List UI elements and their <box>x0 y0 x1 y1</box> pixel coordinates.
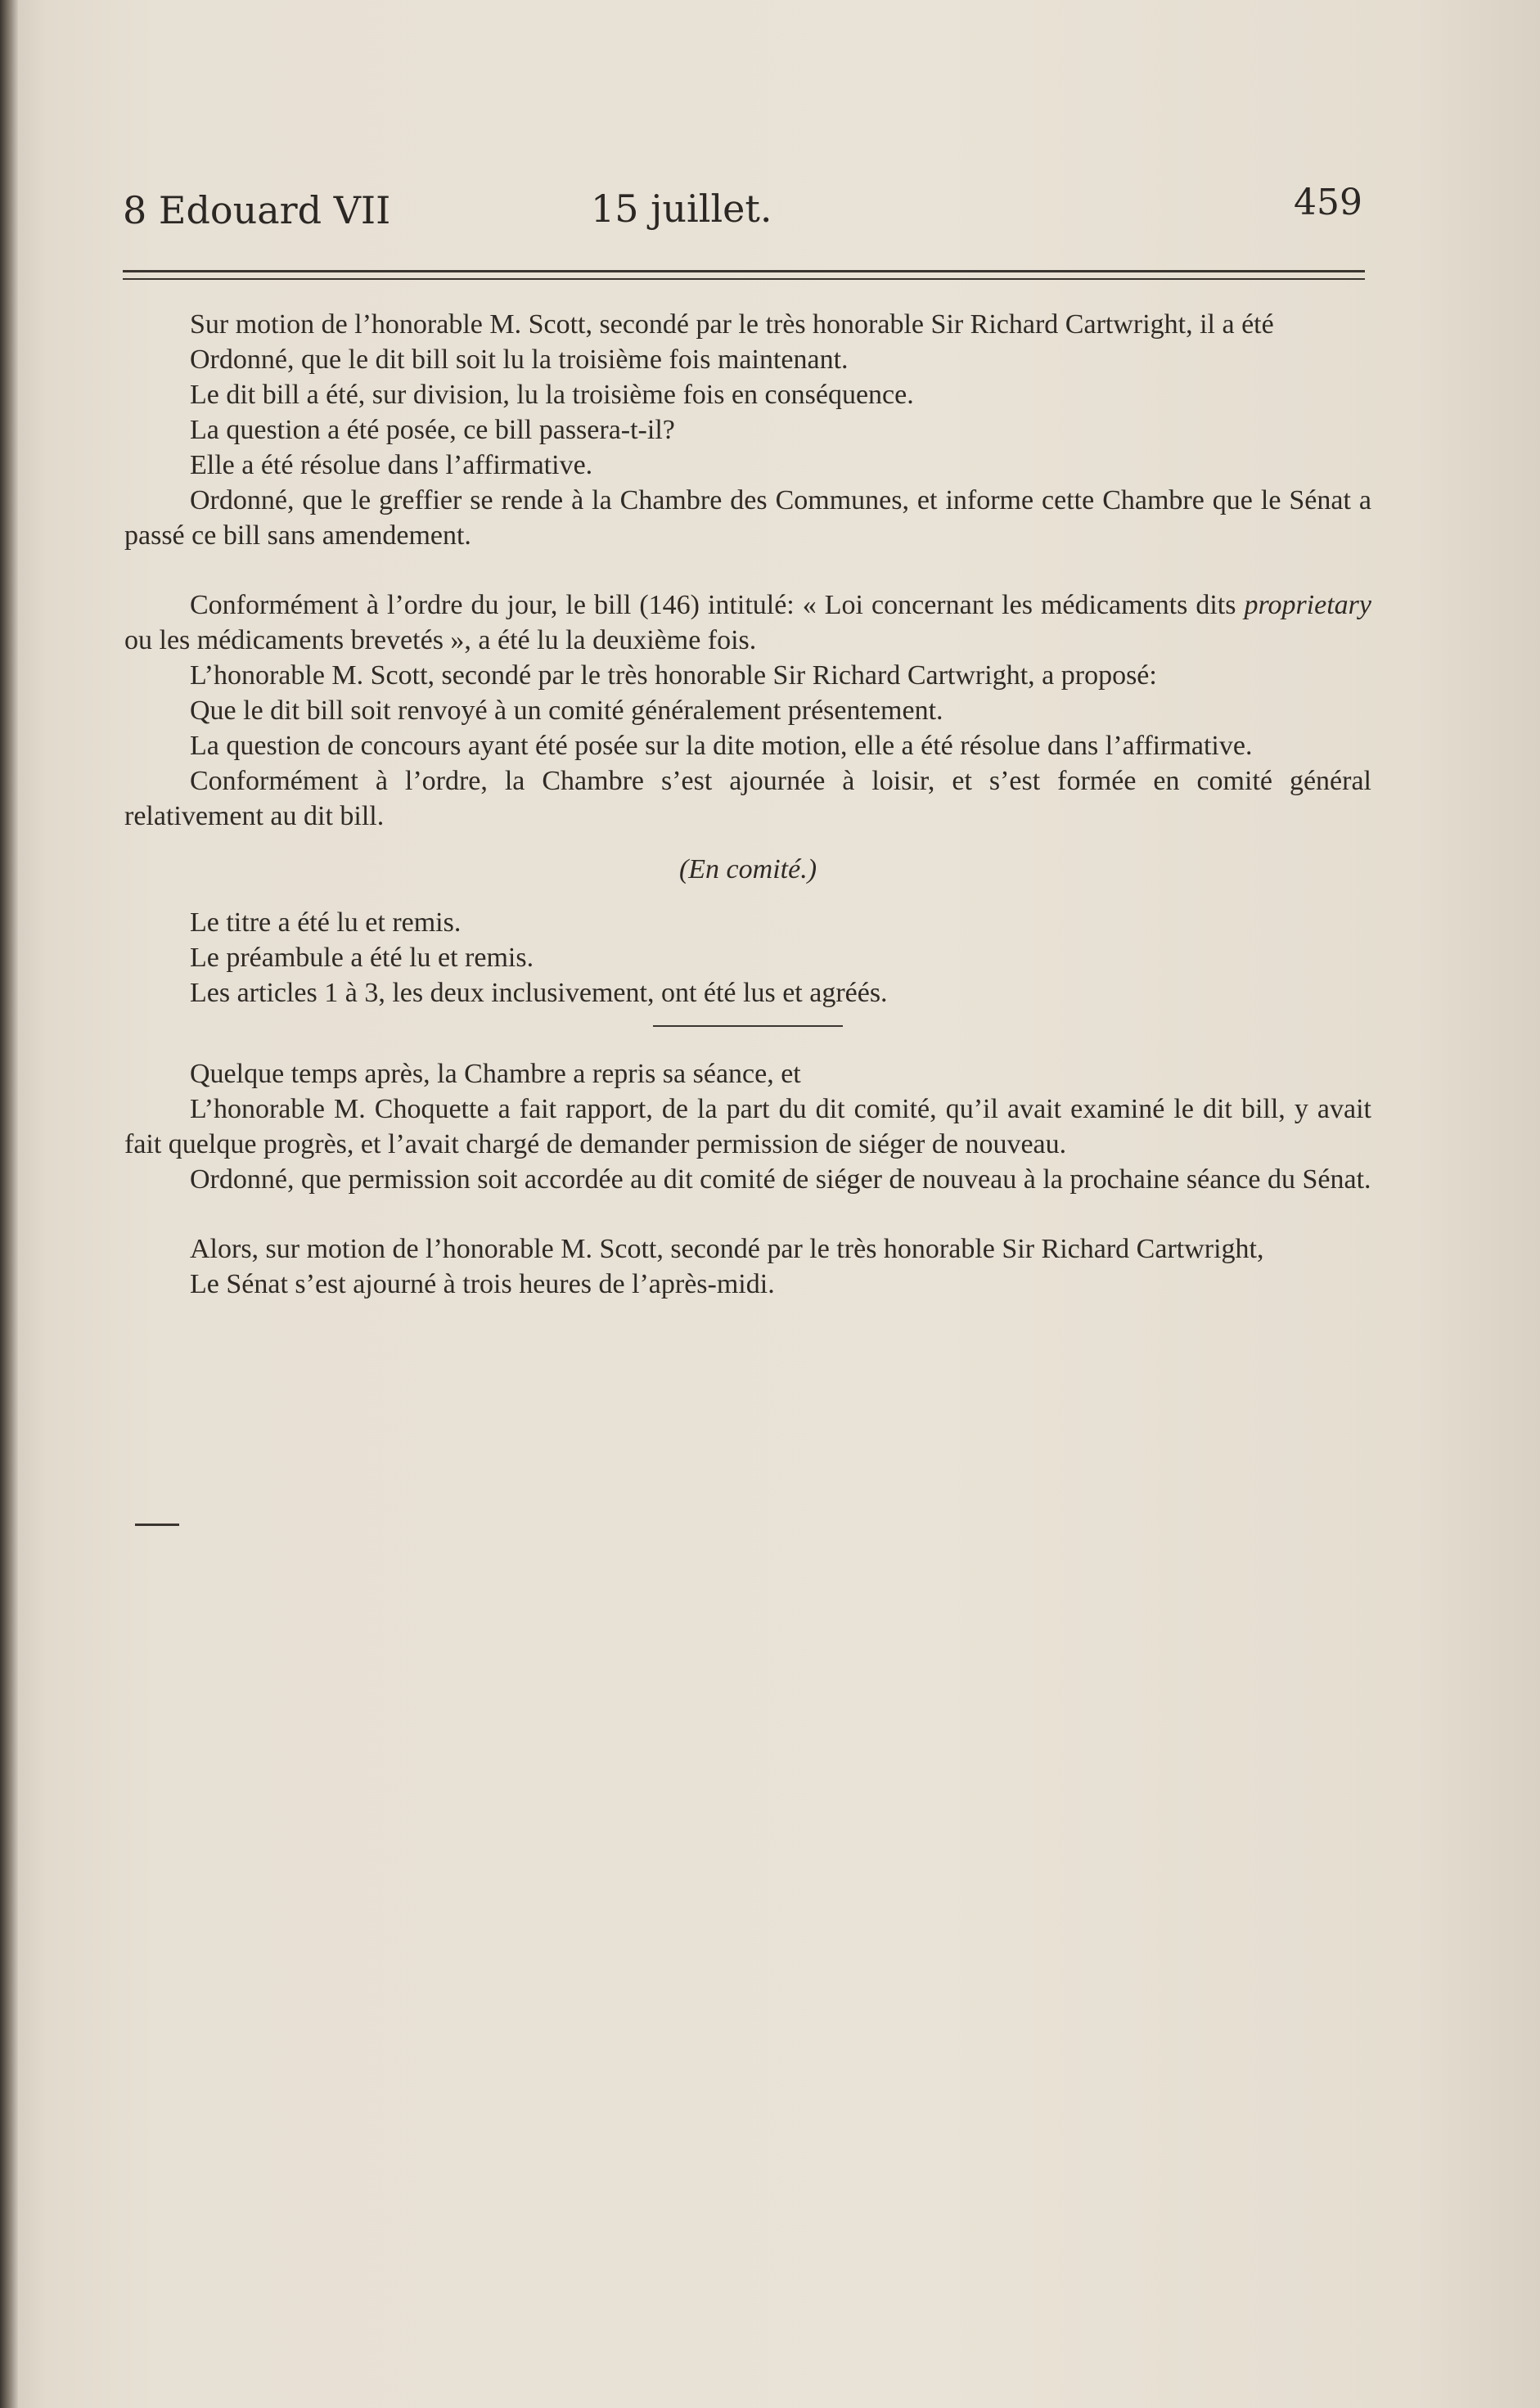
paragraph: Que le dit bill soit renvoyé à un comité généralement présentement. <box>190 695 943 726</box>
paragraph <box>124 587 1371 658</box>
paragraph: L’honorable M. Scott, secondé par le très honorable Sir Richard Cartwright, a proposé: <box>190 660 1157 691</box>
paragraph-text: Conformément à l’ordre du jour, le bill (146) intitulé: « Loi concernant les médicaments dits <box>190 590 1245 620</box>
page-number: 459 <box>1294 182 1362 223</box>
paragraph: Le Sénat s’est ajourné à trois heures de l’après-midi. <box>190 1269 775 1299</box>
header-date: 15 juillet. <box>591 187 772 231</box>
running-header <box>123 182 1362 239</box>
paragraph: Le titre a été lu et remis. <box>190 907 462 938</box>
committee-heading: (En comité.) <box>678 854 817 884</box>
book-gutter <box>0 0 18 2408</box>
paragraph: Alors, sur motion de l’honorable M. Scott, secondé par le très honorable Sir Richard Cartwright, <box>190 1234 1264 1264</box>
paragraph: Le dit bill a été, sur division, lu la troisième fois en conséquence. <box>190 380 914 410</box>
paragraph: La question a été posée, ce bill passera-t-il? <box>190 415 675 445</box>
header-rule-top <box>123 270 1365 272</box>
page-body <box>124 307 1371 1302</box>
paragraph: Le préambule a été lu et remis. <box>190 943 534 973</box>
paragraph: Elle a été résolue dans l’affirmative. <box>190 450 593 480</box>
italic-term: proprietary <box>1244 590 1371 620</box>
header-rule-bottom <box>123 278 1365 280</box>
paragraph: L’honorable M. Choquette a fait rapport, de la part du dit comité, qu’il avait examiné le dit bill, y avait fait quelque progrès, et l’avait chargé de demander permission de siéger de nouveau. <box>124 1094 1371 1159</box>
end-mark <box>135 1524 179 1526</box>
paragraph: Sur motion de l’honorable M. Scott, secondé par le très honorable Sir Richard Cartwright, il a été <box>190 309 1274 340</box>
paragraph: Ordonné, que permission soit accordée au dit comité de siéger de nouveau à la prochaine séance du Sénat. <box>190 1164 1371 1195</box>
paragraph: Quelque temps après, la Chambre a repris sa séance, et <box>190 1059 801 1089</box>
paragraph: Ordonné, que le greffier se rende à la Chambre des Communes, et informe cette Chambre que le Sénat a passé ce bill sans amendement. <box>124 485 1371 551</box>
section-divider <box>653 1025 843 1027</box>
header-reign: 8 Edouard VII <box>123 188 391 232</box>
paragraph-text: ou les médicaments brevetés », a été lu la deuxième fois. <box>124 625 757 655</box>
paragraph: Ordonné, que le dit bill soit lu la troisième fois maintenant. <box>190 344 849 375</box>
paragraph: La question de concours ayant été posée sur la dite motion, elle a été résolue dans l’affirmative. <box>190 731 1253 761</box>
paragraph: Conformément à l’ordre, la Chambre s’est ajournée à loisir, et s’est formée en comité général relativement au dit bill. <box>124 766 1371 831</box>
paragraph: Les articles 1 à 3, les deux inclusivement, ont été lus et agréés. <box>190 978 888 1008</box>
